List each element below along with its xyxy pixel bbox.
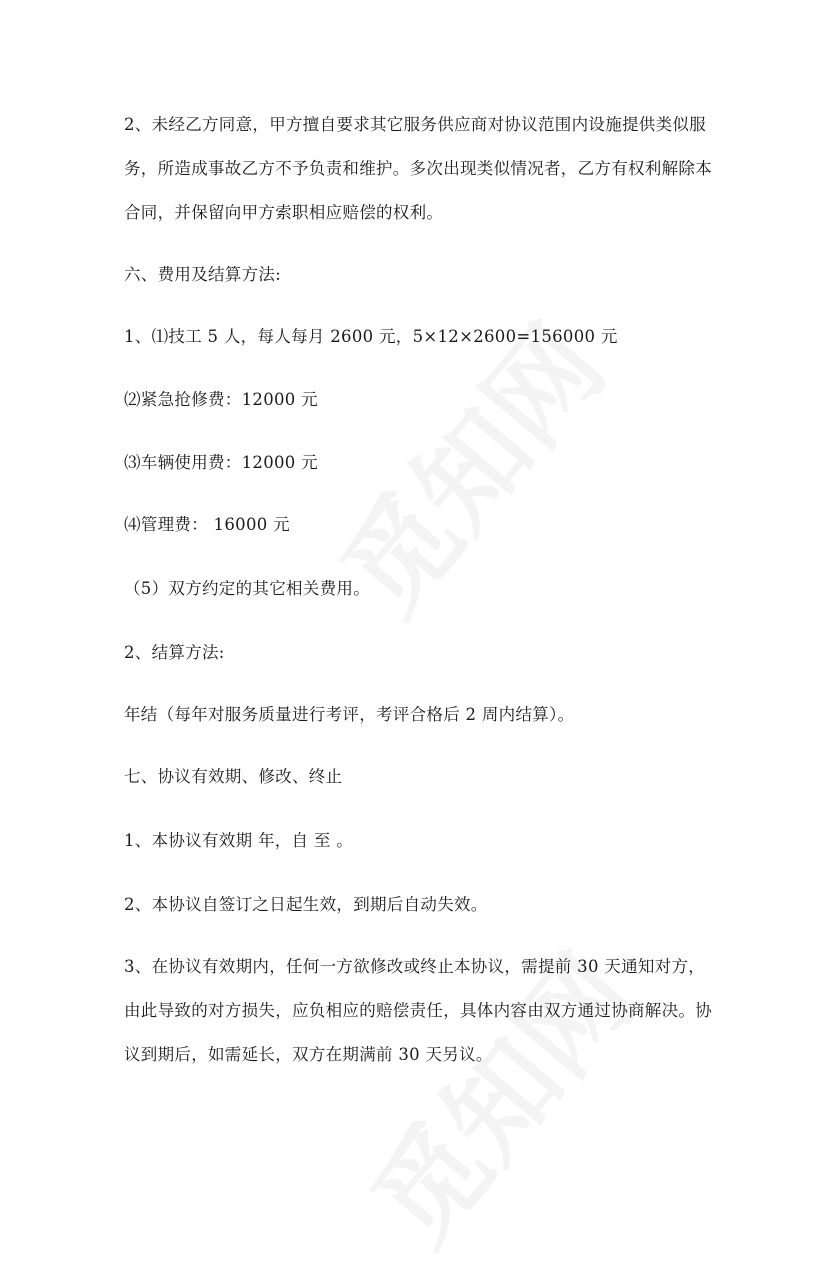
- fee-item-2: ⑵紧急抢修费：12000 元: [124, 390, 318, 409]
- fee-item-4: ⑷管理费： 16000 元: [124, 515, 290, 534]
- term-clause-3-line-3: 议到期后，如需延长，双方在期满前 30 天另议。: [124, 1045, 493, 1064]
- section-7-heading: 七、协议有效期、修改、终止: [124, 767, 343, 786]
- fee-item-5: （5）双方约定的其它相关费用。: [124, 579, 370, 598]
- section-6-heading: 六、费用及结算方法:: [124, 265, 282, 284]
- term-clause-2: 2、本协议自签订之日起生效，到期后自动失效。: [124, 895, 488, 914]
- fee-item-3: ⑶车辆使用费：12000 元: [124, 453, 318, 472]
- term-clause-3-line-1: 3、在协议有效期内，任何一方欲修改或终止本协议，需提前 30 天通知对方，: [124, 957, 706, 976]
- settlement-heading: 2、结算方法:: [124, 643, 225, 662]
- term-clause-1: 1、本协议有效期 年，自 至 。: [124, 831, 354, 850]
- clause-2-line-2: 务，所造成事故乙方不予负责和维护。多次出现类似情况者，乙方有权利解除本: [124, 159, 712, 178]
- clause-2-line-1: 2、未经乙方同意，甲方擅自要求其它服务供应商对协议范围内设施提供类似服: [124, 115, 706, 134]
- clause-2-line-3: 合同，并保留向甲方索职相应赔偿的权利。: [124, 203, 444, 222]
- term-clause-3-line-2: 由此导致的对方损失，应负相应的赔偿责任，具体内容由双方通过协商解决。协: [124, 1001, 712, 1020]
- fee-item-1: 1、⑴技工 5 人，每人每月 2600 元，5×12×2600=156000 元: [124, 327, 618, 346]
- settlement-detail: 年结（每年对服务质量进行考评，考评合格后 2 周内结算）。: [124, 705, 575, 724]
